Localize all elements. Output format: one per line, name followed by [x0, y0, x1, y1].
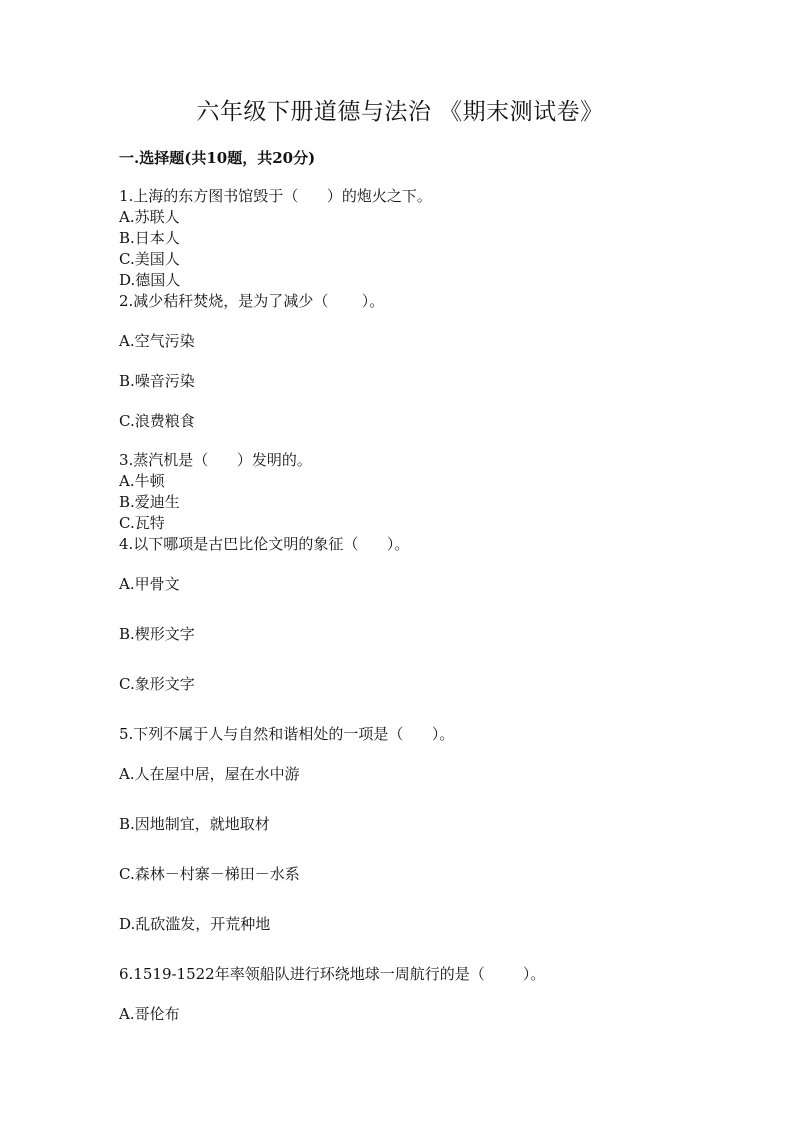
question-3-option-c: C.瓦特	[119, 514, 165, 532]
question-2-option-a: A.空气污染	[119, 332, 195, 350]
question-4-option-c: C.象形文字	[119, 675, 195, 693]
question-1-option-b: B.日本人	[119, 229, 180, 247]
question-3-option-b: B.爱迪生	[119, 493, 180, 511]
question-2-option-c: C.浪费粮食	[119, 412, 195, 430]
question-6-option-a: A.哥伦布	[119, 1005, 180, 1023]
page-title: 六年级下册道德与法治 《期末测试卷》	[196, 99, 604, 125]
question-5-option-a: A.人在屋中居，屋在水中游	[119, 765, 300, 783]
question-5-option-b: B.因地制宜，就地取材	[119, 815, 270, 833]
question-3-stem: 3.蒸汽机是（ ）发明的。	[119, 451, 312, 469]
question-5-option-d: D.乱砍滥发，开荒种地	[119, 915, 271, 933]
question-1-stem: 1.上海的东方图书馆毁于（ ）的炮火之下。	[119, 187, 432, 205]
question-4-option-a: A.甲骨文	[119, 575, 180, 593]
question-2-stem: 2.减少秸秆焚烧，是为了减少（ ）。	[119, 292, 385, 310]
question-1-option-c: C.美国人	[119, 250, 180, 268]
question-1-option-d: D.德国人	[119, 271, 181, 289]
section-heading: 一.选择题(共10题，共20分)	[119, 149, 316, 167]
question-5-option-c: C.森林－村寨－梯田－水系	[119, 865, 300, 883]
question-6-stem: 6.1519-1522年率领船队进行环绕地球一周航行的是（ ）。	[119, 965, 546, 983]
question-1-option-a: A.苏联人	[119, 208, 180, 226]
question-3-option-a: A.牛顿	[119, 472, 165, 490]
question-4-stem: 4.以下哪项是古巴比伦文明的象征（ ）。	[119, 535, 410, 553]
question-4-option-b: B.楔形文字	[119, 625, 195, 643]
question-5-stem: 5.下列不属于人与自然和谐相处的一项是（ ）。	[119, 725, 455, 743]
question-2-option-b: B.噪音污染	[119, 372, 195, 390]
